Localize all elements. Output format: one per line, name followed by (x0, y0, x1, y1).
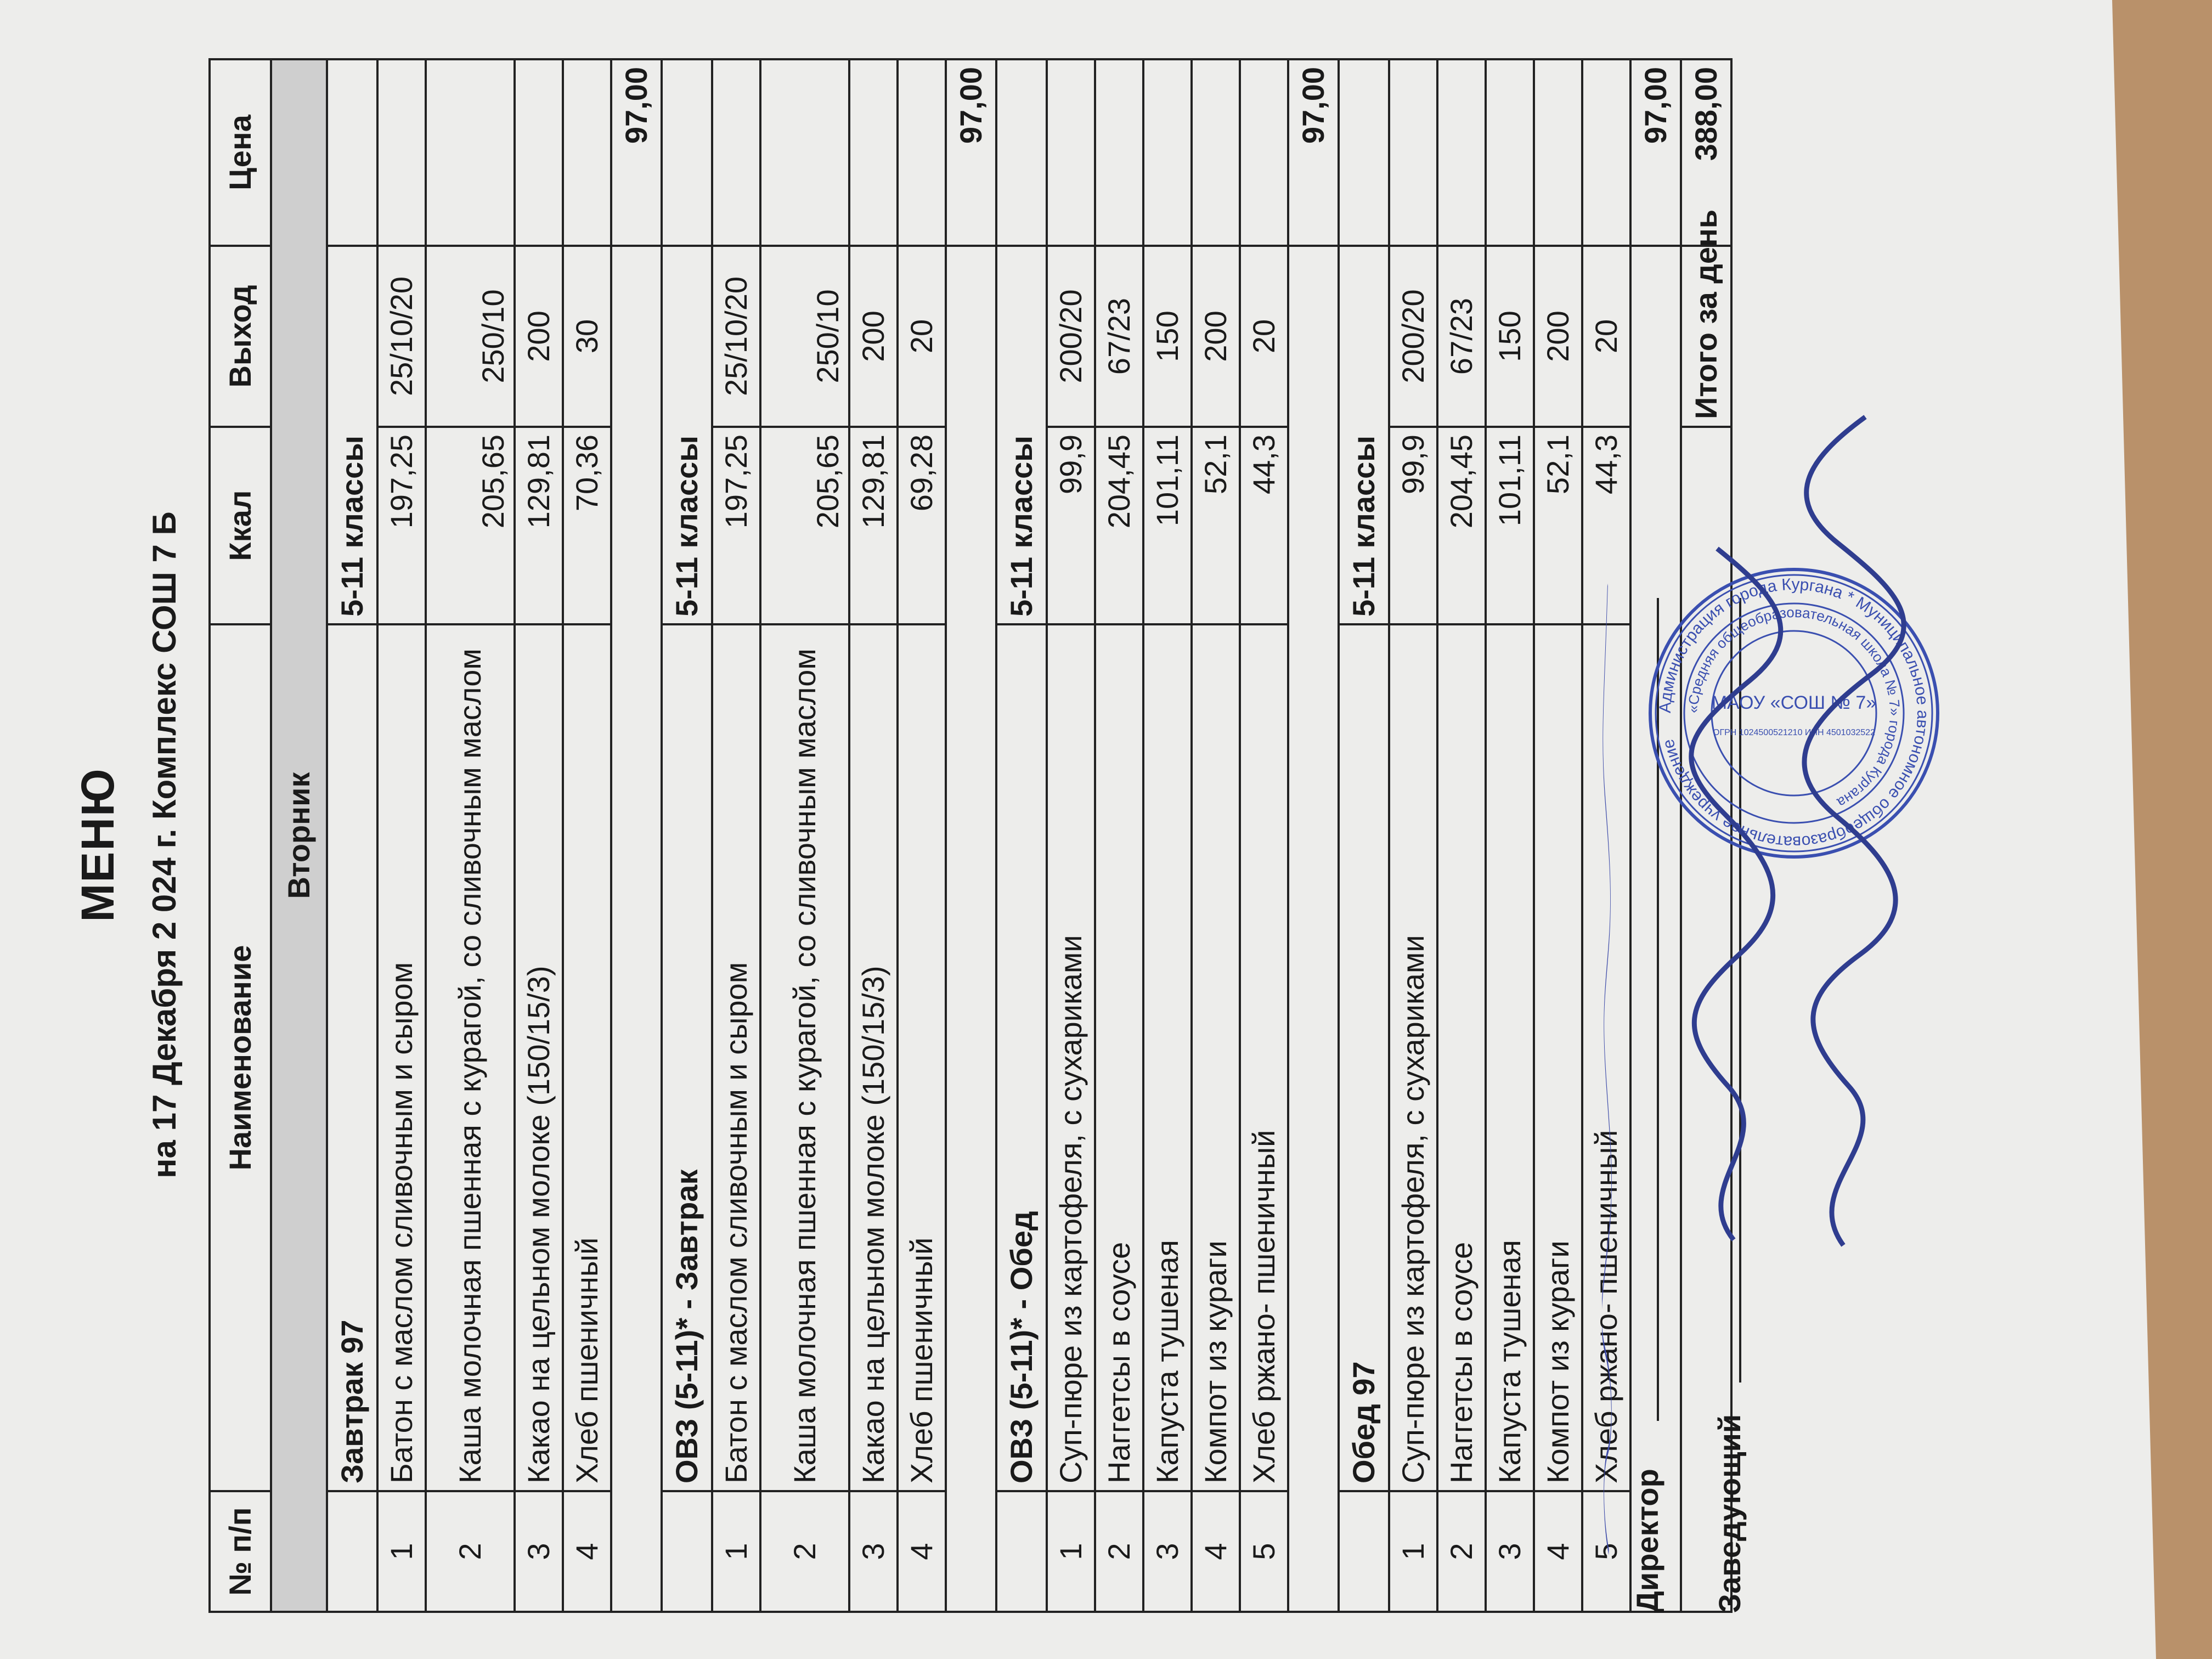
table-row: 4 Компот из кураги 52,1 200 (1534, 59, 1582, 1612)
table-row: 5 Хлеб ржано- пшеничный 44,3 20 (1240, 59, 1288, 1612)
table-row: 3 Капуста тушеная 101,11 150 (1143, 59, 1192, 1612)
section-title: Обед 97 (1339, 624, 1389, 1491)
section-header (327, 59, 377, 1612)
section-total-row (946, 59, 996, 1612)
stamp-codes: ОГРН 1024500521210 ИНН 4501032522 (1713, 728, 1875, 737)
stamp-outer-text: Администрация города Кургана * Муниципальное автономное общеобразовательное учреждение (1656, 575, 1932, 851)
section-header (1339, 59, 1389, 1612)
director-label: Директор (1630, 1469, 1664, 1613)
signature-scribble-icon-2 (1783, 110, 1909, 1262)
table-row: 5 Хлеб ржано- пшеничный 44,3 20 (1582, 59, 1630, 1612)
header-output: Выход (210, 246, 271, 427)
table-row: 1 Суп-пюре из картофеля, с сухариками 99,9 200/20 (1047, 59, 1095, 1612)
section-total: 97,00 (1288, 59, 1339, 246)
header-num: № п/п (210, 1491, 271, 1612)
section-total: 97,00 (1630, 59, 1681, 246)
section-title: Завтрак 97 (327, 624, 377, 1491)
stamp-center-text: МАОУ «СОШ № 7» (1711, 692, 1877, 713)
day-label: Вторник (271, 59, 327, 1612)
day-row (271, 59, 327, 1612)
grand-total-label: Итого за день (1681, 246, 1731, 427)
menu-document (33, 22, 1747, 1640)
header-row (210, 59, 271, 1612)
section-header (662, 59, 712, 1612)
head-label: Заведующий (1712, 1414, 1747, 1613)
signature-scribble-icon (1668, 99, 1788, 1251)
table-row: 3 Какао на цельном молоке (150/15/3) 129,81 200 (515, 59, 563, 1612)
section-total: 97,00 (611, 59, 662, 246)
table-row: 3 Капуста тушеная 101,11 150 (1486, 59, 1534, 1612)
table-row: 2 Наггетсы в соусе 204,45 67/23 (1437, 59, 1486, 1612)
director-signature-icon (1602, 585, 1611, 1552)
section-title: ОВЗ (5-11)* - Обед (996, 624, 1047, 1491)
section-total-row (1288, 59, 1339, 1612)
section-total-row (611, 59, 662, 1612)
section-title: ОВЗ (5-11)* - Завтрак (662, 624, 712, 1491)
table-row: 1 Суп-пюре из картофеля, с сухариками 99,9 200/20 (1389, 59, 1437, 1612)
table-row: 2 Наггетсы в соусе 204,45 67/23 (1095, 59, 1143, 1612)
document-subtitle: на 17 Декабря 2 024 г. Комплекс СОШ 7 Б (146, 511, 183, 1178)
header-kcal: Ккал (210, 427, 271, 624)
table-row: 1 Батон с маслом сливочным и сыром 197,25 25/10/20 (712, 59, 760, 1612)
section-grade: 5-11 классы (327, 246, 377, 624)
table-row: 2 Каша молочная пшенная с курагой, со сливочным маслом 205,65 250/10 (760, 59, 849, 1612)
header-price: Цена (210, 59, 271, 246)
menu-table (208, 58, 1733, 1613)
document-title: МЕНЮ (72, 768, 123, 922)
section-grade: 5-11 классы (662, 246, 712, 624)
section-grade: 5-11 классы (1339, 246, 1389, 624)
section-total: 97,00 (946, 59, 996, 246)
table-row: 4 Компот из кураги 52,1 200 (1192, 59, 1240, 1612)
section-grade: 5-11 классы (996, 246, 1047, 624)
header-name: Наименование (210, 624, 271, 1491)
stamp-inner-text: «Средняя общеобразовательная школа № 7» города Кургана (1684, 603, 1904, 811)
section-header (996, 59, 1047, 1612)
table-row: 4 Хлеб пшеничный 69,28 20 (898, 59, 946, 1612)
grand-total: 388,00 (1681, 59, 1731, 246)
table-row: 4 Хлеб пшеничный 70,36 30 (563, 59, 611, 1612)
table-row: 2 Каша молочная пшенная с курагой, со сливочным маслом 205,65 250/10 (426, 59, 515, 1612)
table-row: 3 Какао на цельном молоке (150/15/3) 129,81 200 (849, 59, 898, 1612)
table-row: 1 Батон с маслом сливочным и сыром 197,25 25/10/20 (377, 59, 426, 1612)
